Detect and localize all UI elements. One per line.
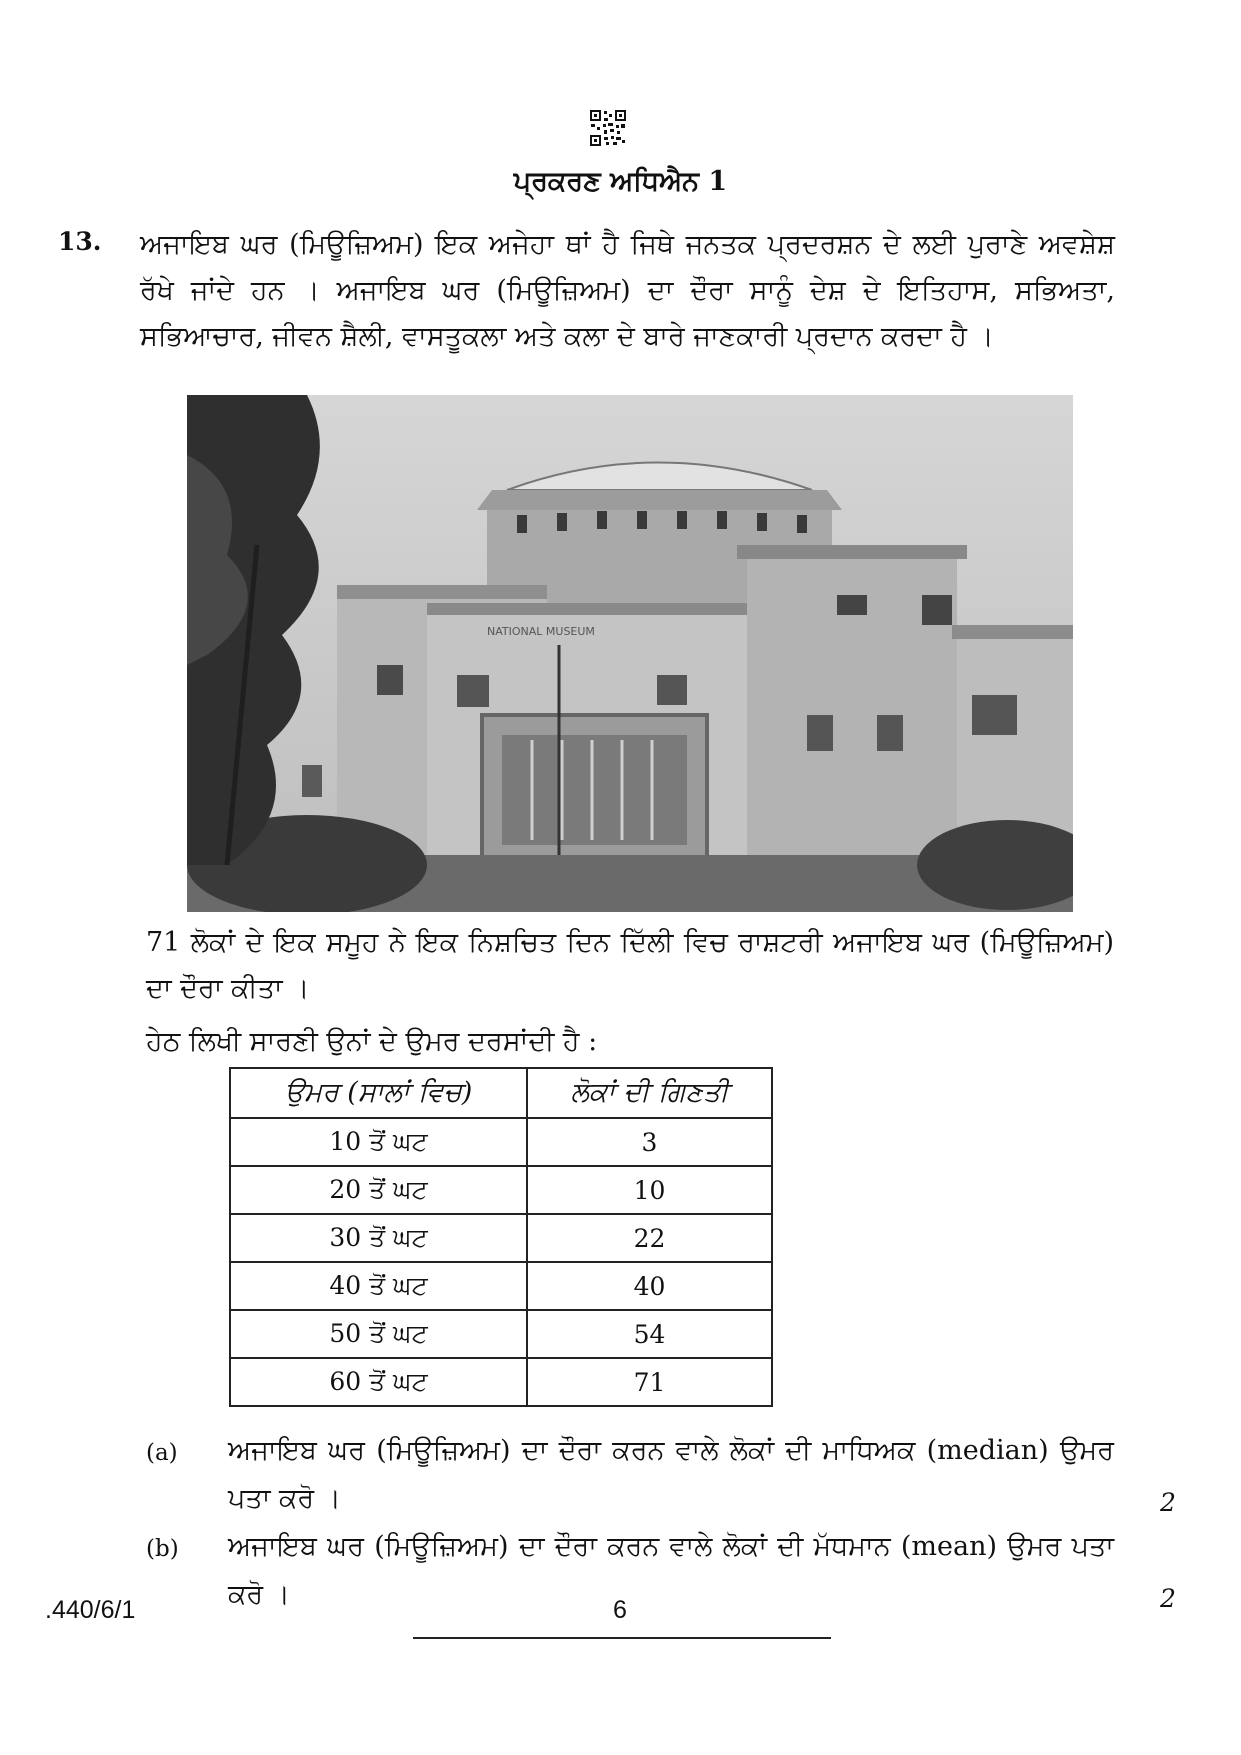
table-cell-age: 20 ਤੋਂ ਘਟ (230, 1166, 527, 1214)
qr-code (589, 109, 627, 147)
table-cell-count: 22 (527, 1214, 772, 1262)
table-intro: ਹੇਠ ਲਿਖੀ ਸਾਰਣੀ ਉਨਾਂ ਦੇ ਉਮਰ ਦਰਸਾਂਦੀ ਹੈ : (146, 1026, 598, 1057)
museum-photo (187, 395, 1073, 912)
table-cell-age: 10 ਤੋਂ ਘਟ (230, 1118, 527, 1166)
table-cell-count: 3 (527, 1118, 772, 1166)
footer-divider (413, 1637, 831, 1639)
table-cell-age: 40 ਤੋਂ ਘਟ (230, 1262, 527, 1310)
table-cell-count: 54 (527, 1310, 772, 1358)
part-a-text: ਅਜਾਇਬ ਘਰ (ਮਿਊਜ਼ਿਅਮ) ਦਾ ਦੌਰਾ ਕਰਨ ਵਾਲੇ ਲੋਕਾਂ ਦੀ ਮਾਧਿਅਕ (median) ਉਮਰ ਪਤਾ ਕਰੋ । (228, 1435, 1114, 1514)
paper-code: .440/6/1 (45, 1596, 136, 1624)
table-header-age: ਉਮਰ (ਸਾਲਾਂ ਵਿਚ) (230, 1068, 527, 1118)
section-heading: ਪ੍ਰਕਰਣ ਅਧਿਐਨ 1 (513, 166, 728, 197)
table-row (230, 1214, 772, 1262)
part-b-label: (b) (146, 1536, 179, 1562)
table-cell-count: 40 (527, 1262, 772, 1310)
part-a-marks: 2 (1160, 1488, 1176, 1517)
table-header-row (230, 1068, 772, 1118)
question-number: 13. (58, 227, 102, 256)
table-cell-age: 50 ਤੋਂ ਘਟ (230, 1310, 527, 1358)
table-cell-age: 30 ਤੋਂ ਘਟ (230, 1214, 527, 1262)
context-text: 71 ਲੋਕਾਂ ਦੇ ਇਕ ਸਮੂਹ ਨੇ ਇਕ ਨਿਸ਼ਚਿਤ ਦਿਨ ਦਿੱਲੀ ਵਿਚ ਰਾਸ਼ਟਰੀ ਅਜਾਇਬ ਘਰ (ਮਿਊਜ਼ਿਅਮ) ਦਾ ਦੌਰਾ ਕੀਤਾ । (146, 927, 1114, 1004)
table-row (230, 1166, 772, 1214)
page-number: 6 (613, 1596, 627, 1624)
table-row (230, 1310, 772, 1358)
table-cell-count: 10 (527, 1166, 772, 1214)
age-table (229, 1067, 773, 1407)
part-a-label: (a) (146, 1440, 178, 1466)
table-cell-count: 71 (527, 1358, 772, 1406)
part-b-marks: 2 (1160, 1584, 1176, 1613)
table-row (230, 1118, 772, 1166)
table-row (230, 1358, 772, 1406)
part-b-text: ਅਜਾਇਬ ਘਰ (ਮਿਊਜ਼ਿਅਮ) ਦਾ ਦੌਰਾ ਕਰਨ ਵਾਲੇ ਲੋਕਾਂ ਦੀ ਮੱਧਮਾਨ (mean) ਉਮਰ ਪਤਾ ਕਰੋ । (228, 1531, 1114, 1610)
question-intro: ਅਜਾਇਬ ਘਰ (ਮਿਊਜ਼ਿਅਮ) ਇਕ ਅਜੇਹਾ ਥਾਂ ਹੈ ਜਿਥੇ ਜਨਤਕ ਪ੍ਰਦਰਸ਼ਨ ਦੇ ਲਈ ਪੁਰਾਣੇ ਅਵਸ਼ੇਸ਼ ਰੱਖੇ ਜਾਂਦੇ ਹਨ । ਅਜਾਇਬ ਘਰ (ਮਿਊਜ਼ਿਅਮ) ਦਾ ਦੌਰਾ ਸਾਨੂੰ ਦੇਸ਼ ਦੇ ਇਤਿਹਾਸ, ਸਭਿਅਤਾ, ਸਭਿਆਚਾਰ, ਜੀਵਨ ਸ਼ੈਲੀ, ਵਾਸਤੂਕਲਾ ਅਤੇ ਕਲਾ ਦੇ ਬਾਰੇ ਜਾਣਕਾਰੀ ਪ੍ਰਦਾਨ ਕਰਦਾ ਹੈ । (140, 229, 1115, 352)
table-header-count: ਲੋਕਾਂ ਦੀ ਗਿਣਤੀ (527, 1068, 772, 1118)
table-row (230, 1262, 772, 1310)
table-cell-age: 60 ਤੋਂ ਘਟ (230, 1358, 527, 1406)
photo-sign: NATIONAL MUSEUM (487, 625, 595, 638)
